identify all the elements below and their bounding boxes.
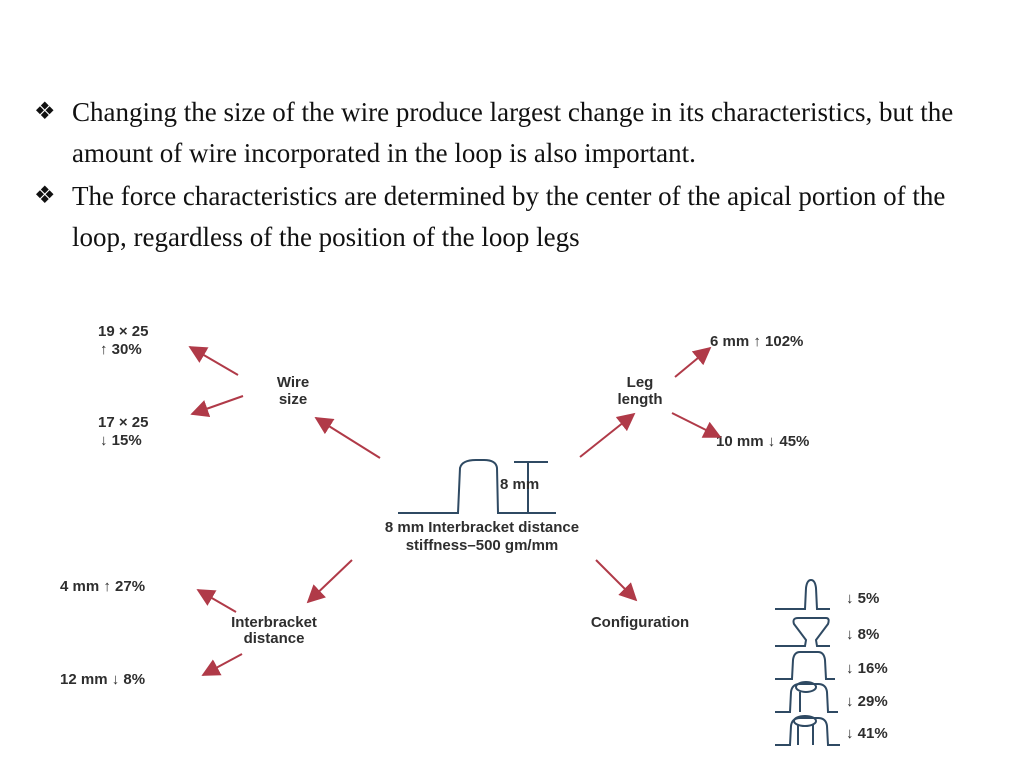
wire-size-down-value: 17 × 25	[98, 414, 149, 431]
configuration-percent: ↓ 41%	[846, 725, 888, 742]
arrow	[198, 590, 236, 612]
leg-length-up-value: 6 mm ↑ 102%	[710, 333, 804, 350]
arrow	[316, 418, 380, 458]
interbracket-label: Interbracket	[231, 614, 317, 631]
rectangular-loop-shape	[775, 652, 835, 679]
wire-size-label: size	[278, 391, 308, 408]
configuration-label: Configuration	[590, 614, 690, 631]
interbracket-down-value: 12 mm ↓ 8%	[60, 671, 146, 688]
teardrop-loop-shape	[775, 618, 830, 646]
arrow	[675, 348, 710, 377]
configuration-percent: ↓ 29%	[846, 693, 888, 710]
arrow	[192, 396, 243, 414]
leg-length-label: Leg	[626, 374, 654, 391]
interbracket-up-value: 4 mm ↑ 27%	[60, 578, 146, 595]
wire-size-up-percent: ↑ 30%	[100, 341, 142, 358]
diamond-bullet-icon: ❖	[34, 183, 56, 209]
leg-length-label: length	[617, 391, 663, 408]
helical-loop-shape	[775, 682, 838, 712]
diamond-bullet-icon: ❖	[34, 99, 56, 125]
leg-length-down-value: 10 mm ↓ 45%	[716, 433, 810, 450]
arrow	[190, 347, 238, 375]
arrow	[672, 413, 720, 437]
double-helical-loop-shape	[775, 716, 840, 745]
arrow	[308, 560, 352, 602]
narrow-loop-shape	[775, 580, 830, 609]
center-label-line2: stiffness–500 gm/mm	[405, 537, 559, 554]
center-label-line1: 8 mm Interbracket distance	[384, 519, 580, 536]
configuration-percent: ↓ 8%	[846, 626, 880, 643]
arrow	[580, 414, 634, 457]
wire-size-up-value: 19 × 25	[98, 323, 149, 340]
configuration-percent: ↓ 16%	[846, 660, 888, 677]
configuration-percent: ↓ 5%	[846, 590, 880, 607]
wire-size-down-percent: ↓ 15%	[100, 432, 142, 449]
loop-height-label: 8 mm	[500, 476, 540, 493]
interbracket-label: distance	[243, 630, 305, 647]
bullet-text: Changing the size of the wire produce largest change in its characteristics, but the amount of wire incorporated in the loop is also important.	[72, 97, 954, 168]
wire-size-label: Wire	[276, 374, 310, 391]
arrow	[596, 560, 636, 600]
bullet-text: The force characteristics are determined by the center of the apical portion of the loop, regardless of the position of the loop legs	[72, 181, 946, 252]
arrow	[203, 654, 242, 675]
